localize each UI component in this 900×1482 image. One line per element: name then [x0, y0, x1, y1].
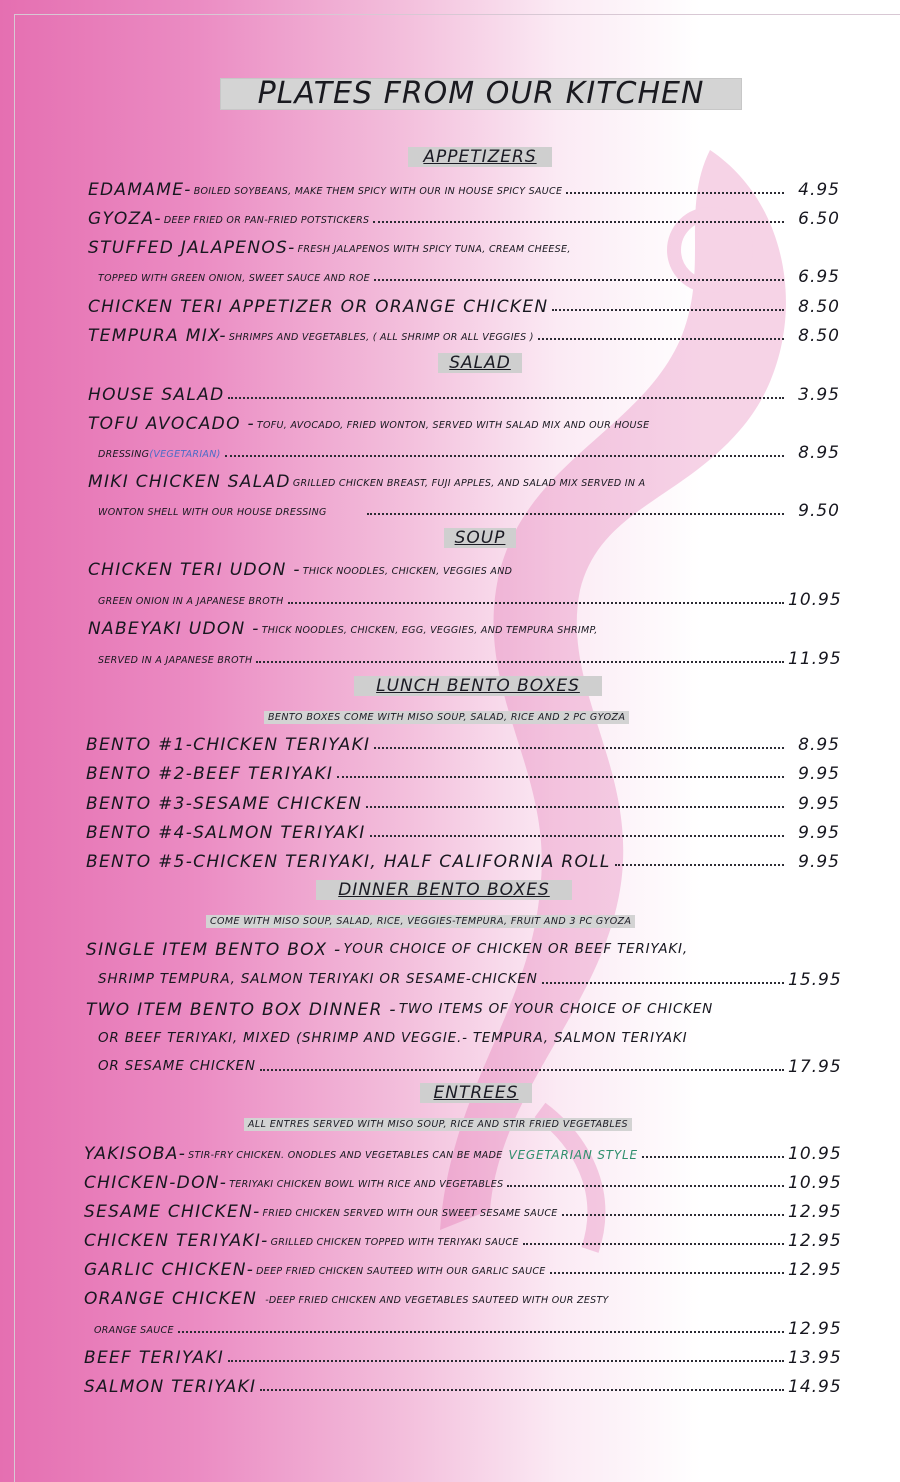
menu-item-edamame	[88, 176, 840, 200]
dot-leader	[370, 835, 784, 837]
item-name: EDAMAME-	[88, 180, 192, 200]
dot-leader	[523, 1243, 784, 1245]
menu-item-house-salad	[88, 381, 840, 405]
item-price: 6.50	[798, 209, 840, 229]
menu-item-beef-teriyaki	[84, 1344, 840, 1368]
menu-item-bento-4	[86, 819, 840, 843]
item-price: 13.95	[788, 1348, 842, 1368]
item-price: 6.95	[798, 267, 840, 287]
item-desc: -DEEP FRIED CHICKEN AND VEGETABLES SAUTEED WITH OUR ZESTY	[265, 1295, 609, 1306]
item-desc: DRESSING	[98, 449, 150, 460]
item-price: 8.95	[798, 735, 840, 755]
item-name: BENTO #4-SALMON TERIYAKI	[86, 823, 366, 843]
menu-item-chicken-don	[84, 1169, 840, 1193]
menu-item-bento-1	[86, 731, 840, 755]
item-name: CHICKEN TERI APPETIZER OR ORANGE CHICKEN	[88, 297, 549, 317]
item-name: GYOZA-	[88, 209, 162, 229]
item-name: BENTO #5-CHICKEN TERIYAKI, HALF CALIFORNIA ROLL	[86, 852, 611, 872]
menu-item-orange-chicken	[84, 1285, 840, 1309]
item-price: 17.95	[788, 1057, 842, 1077]
dot-leader	[507, 1185, 784, 1187]
item-name: SESAME CHICKEN-	[84, 1202, 261, 1222]
item-price: 9.95	[798, 852, 840, 872]
dot-leader	[562, 1214, 784, 1216]
item-price: 12.95	[788, 1319, 842, 1339]
item-price: 10.95	[788, 1173, 842, 1193]
item-name: CHICKEN-DON-	[84, 1173, 228, 1193]
item-name: BENTO #1-CHICKEN TERIYAKI	[86, 735, 371, 755]
menu-item-bento-5	[86, 848, 840, 872]
item-price: 9.95	[798, 823, 840, 843]
item-name: TOFU AVOCADO -	[88, 414, 255, 434]
item-desc: TWO ITEMS OF YOUR CHOICE OF CHICKEN	[398, 1001, 714, 1017]
item-desc: STIR-FRY CHICKEN. ONODLES AND VEGETABLES CAN BE MADE	[188, 1150, 503, 1161]
vegetarian-style-tag: VEGETARIAN STYLE	[508, 1148, 638, 1162]
item-desc: GRILLED CHICKEN BREAST, FUJI APPLES, AND SALAD MIX SERVED IN A	[292, 478, 646, 489]
menu-item-single-bento	[86, 936, 840, 960]
menu-item-chicken-teri-udon	[88, 556, 840, 580]
item-desc: THICK NOODLES, CHICKEN, EGG, VEGGIES, AND TEMPURA SHRIMP,	[261, 625, 598, 636]
dot-leader	[256, 661, 784, 663]
item-price: 9.95	[798, 764, 840, 784]
item-desc: TOPPED WITH GREEN ONION, SWEET SAUCE AND ROE	[98, 273, 370, 284]
dot-leader	[225, 455, 784, 457]
item-name: STUFFED JALAPENOS-	[88, 238, 296, 258]
item-price: 10.95	[788, 1144, 842, 1164]
menu-item-salmon-teriyaki	[84, 1373, 840, 1397]
menu-item-tempura-mix	[88, 322, 840, 346]
menu-item-single-bento-cont	[96, 966, 840, 990]
menu-item-bento-2	[86, 760, 840, 784]
item-price: 12.95	[788, 1202, 842, 1222]
dot-leader	[552, 309, 784, 311]
dot-leader	[542, 982, 784, 984]
dot-leader	[538, 338, 784, 340]
item-price: 14.95	[788, 1377, 842, 1397]
page-title: PLATES FROM OUR KITCHEN	[220, 78, 742, 110]
item-price: 8.95	[798, 443, 840, 463]
item-desc: OR BEEF TERIYAKI, MIXED (SHRIMP AND VEGGIE.- TEMPURA, SALMON TERIYAKI	[98, 1030, 688, 1046]
item-price: 10.95	[788, 590, 842, 610]
item-desc: TERIYAKI CHICKEN BOWL WITH RICE AND VEGETABLES	[229, 1179, 504, 1190]
item-name: ORANGE CHICKEN	[84, 1289, 258, 1309]
item-name: SINGLE ITEM BENTO BOX -	[86, 940, 342, 960]
dot-leader	[374, 279, 784, 281]
item-desc: DEEP FRIED CHICKEN SAUTEED WITH OUR GARLIC SAUCE	[256, 1266, 546, 1277]
item-desc: WONTON SHELL WITH OUR HOUSE DRESSING	[98, 507, 327, 518]
dot-leader	[337, 776, 784, 778]
section-soup: SOUP	[444, 528, 516, 548]
menu-item-orange-chicken-cont	[92, 1315, 840, 1339]
dot-leader	[228, 397, 784, 399]
item-desc: BOILED SOYBEANS, MAKE THEM SPICY WITH OUR IN HOUSE SPICY SAUCE	[193, 186, 563, 197]
item-desc: GREEN ONION IN A JAPANESE BROTH	[98, 596, 284, 607]
item-name: YAKISOBA-	[84, 1144, 187, 1164]
item-name: NABEYAKI UDON -	[88, 619, 260, 639]
menu-item-tofu-avocado	[88, 410, 840, 434]
item-price: 3.95	[798, 385, 840, 405]
item-desc: SERVED IN A JAPANESE BROTH	[98, 655, 253, 666]
menu-item-gyoza	[88, 205, 840, 229]
item-price: 4.95	[798, 180, 840, 200]
dot-leader	[550, 1272, 784, 1274]
item-desc: ORANGE SAUCE	[94, 1325, 174, 1336]
item-name: GARLIC CHICKEN-	[84, 1260, 255, 1280]
item-price: 12.95	[788, 1231, 842, 1251]
menu-item-two-bento-cont	[96, 1025, 840, 1049]
menu-item-chicken-teri-appetizer	[88, 293, 840, 317]
dot-leader	[178, 1331, 784, 1333]
menu-item-miki-chicken-salad	[88, 468, 840, 492]
item-price: 9.95	[798, 794, 840, 814]
menu-item-stuffed-jalapenos-cont	[96, 263, 840, 287]
dinner-bento-note: COME WITH MISO SOUP, SALAD, RICE, VEGGIES-TEMPURA, FRUIT AND 3 PC GYOZA	[206, 915, 635, 928]
menu-item-chicken-teri-udon-cont	[96, 586, 840, 610]
item-desc: FRESH JALAPENOS WITH SPICY TUNA, CREAM CHEESE,	[297, 244, 571, 255]
dot-leader	[642, 1156, 784, 1158]
item-name: HOUSE SALAD	[88, 385, 225, 405]
item-name: BENTO #2-BEEF TERIYAKI	[86, 764, 334, 784]
item-price: 8.50	[798, 297, 840, 317]
dot-leader	[288, 602, 784, 604]
menu-item-chicken-teriyaki	[84, 1227, 840, 1251]
dot-leader	[367, 513, 784, 515]
item-price: 15.95	[788, 970, 842, 990]
section-salad: SALAD	[438, 353, 522, 373]
item-desc: YOUR CHOICE OF CHICKEN OR BEEF TERIYAKI,	[343, 941, 688, 957]
item-desc: GRILLED CHICKEN TOPPED WITH TERIYAKI SAUCE	[270, 1237, 519, 1248]
item-desc: THICK NOODLES, CHICKEN, VEGGIES AND	[302, 566, 513, 577]
dot-leader	[260, 1389, 784, 1391]
lunch-bento-note: BENTO BOXES COME WITH MISO SOUP, SALAD, RICE AND 2 PC GYOZA	[264, 711, 629, 724]
item-name: SALMON TERIYAKI	[84, 1377, 257, 1397]
menu-item-nabeyaki-udon	[88, 615, 840, 639]
item-name: TEMPURA MIX-	[88, 326, 227, 346]
item-name: TWO ITEM BENTO BOX DINNER -	[86, 1000, 397, 1020]
menu-item-two-bento	[86, 996, 840, 1020]
menu-item-bento-3	[86, 790, 840, 814]
item-name: CHICKEN TERIYAKI-	[84, 1231, 269, 1251]
item-desc: FRIED CHICKEN SERVED WITH OUR SWEET SESAME SAUCE	[262, 1208, 558, 1219]
item-name: BENTO #3-SESAME CHICKEN	[86, 794, 363, 814]
item-name: CHICKEN TERI UDON -	[88, 560, 301, 580]
dot-leader	[373, 221, 784, 223]
dot-leader	[228, 1360, 784, 1362]
menu-item-garlic-chicken	[84, 1256, 840, 1280]
dot-leader	[374, 747, 784, 749]
item-price: 11.95	[788, 649, 842, 669]
item-price: 9.50	[798, 501, 840, 521]
section-appetizers: APPETIZERS	[408, 147, 552, 167]
section-dinner-bento: DINNER BENTO BOXES	[316, 880, 572, 900]
item-desc: TOFU, AVOCADO, FRIED WONTON, SERVED WITH SALAD MIX AND OUR HOUSE	[256, 420, 650, 431]
menu-item-nabeyaki-udon-cont	[96, 645, 840, 669]
dot-leader	[260, 1069, 784, 1071]
menu-item-tofu-avocado-cont	[96, 439, 840, 463]
item-desc: DEEP FRIED OR PAN-FRIED POTSTICKERS	[163, 215, 370, 226]
dot-leader	[366, 806, 784, 808]
dot-leader	[566, 192, 784, 194]
section-lunch-bento: LUNCH BENTO BOXES	[354, 676, 602, 696]
menu-item-yakisoba	[84, 1140, 840, 1164]
item-name: BEEF TERIYAKI	[84, 1348, 225, 1368]
section-entrees: ENTREES	[420, 1083, 532, 1103]
item-desc: SHRIMP TEMPURA, SALMON TERIYAKI OR SESAME-CHICKEN	[98, 971, 538, 987]
vegetarian-tag: (VEGETARIAN)	[149, 449, 221, 460]
item-desc: SHRIMPS AND VEGETABLES, ( ALL SHRIMP OR ALL VEGGIES )	[228, 332, 534, 343]
menu-item-two-bento-cont2	[96, 1053, 840, 1077]
entrees-note: ALL ENTRES SERVED WITH MISO SOUP, RICE AND STIR FRIED VEGETABLES	[244, 1118, 632, 1131]
item-name: MIKI CHICKEN SALAD	[88, 472, 291, 492]
dot-leader	[615, 864, 784, 866]
menu-item-sesame-chicken	[84, 1198, 840, 1222]
menu-item-stuffed-jalapenos	[88, 234, 840, 258]
item-price: 8.50	[798, 326, 840, 346]
item-price: 12.95	[788, 1260, 842, 1280]
item-desc: OR SESAME CHICKEN	[98, 1058, 256, 1074]
menu-item-miki-chicken-salad-cont	[96, 497, 840, 521]
